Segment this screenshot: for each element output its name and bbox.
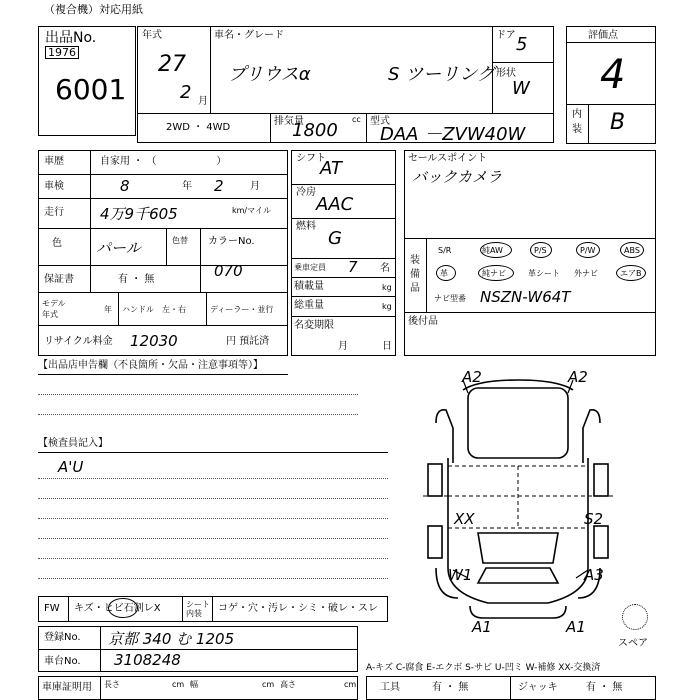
interior-label-1: 内	[572, 109, 582, 120]
reg-change-day: 日	[382, 341, 392, 352]
car-name: プリウスα	[228, 64, 311, 85]
year-value: 27	[158, 52, 186, 77]
capacity-unit: 名	[380, 263, 390, 274]
recycle-label: リサイクル料金	[44, 336, 113, 347]
model-year-unit: 年	[104, 305, 112, 314]
circle-leather	[436, 265, 456, 281]
chassis-label: 車台No.	[44, 656, 81, 667]
inspection-label: 車検	[44, 181, 64, 192]
inspection-year-unit: 年	[182, 181, 192, 192]
score-value: 4	[600, 52, 626, 98]
mileage-label: 走行	[44, 207, 64, 218]
circle-genuine-navi	[478, 265, 514, 281]
circle-airbag	[616, 265, 646, 281]
equipment-airbag: エアB	[620, 269, 642, 278]
fw-value: キズ・ヒビ石割レX	[74, 603, 161, 614]
reg-change-month: 月	[338, 341, 348, 352]
interior-label-2: 装	[572, 124, 582, 135]
doors-label: ドア	[496, 30, 516, 41]
doors-value: 5	[516, 34, 528, 55]
year-month-value: 2	[180, 82, 192, 103]
car-body-diagram	[408, 368, 658, 630]
capacity-label: 乗車定員	[294, 263, 326, 272]
car-name-label: 車名・グレード	[214, 30, 284, 41]
jack-value: 有 ・ 無	[586, 682, 623, 693]
lot-label: 出品No.	[45, 30, 97, 46]
cert-height-unit: cm	[344, 680, 357, 689]
fuel-value: G	[328, 228, 342, 249]
inspector-note: A'U	[58, 458, 84, 476]
load-label: 積載量	[294, 281, 324, 292]
score-label: 評価点	[588, 30, 618, 41]
circle-genuine-aw	[480, 242, 512, 258]
cert-width-unit: cm	[262, 680, 275, 689]
color-code-label: カラーNo.	[208, 236, 255, 247]
registration-value: 京都 340 む 1205	[108, 630, 235, 648]
damage-mark-rear-bumper-right: A1	[566, 618, 586, 636]
displacement-unit: cc	[352, 115, 361, 124]
damage-mark-right-door: S2	[584, 510, 604, 528]
dealer-label: ディーラー・並行	[210, 305, 274, 314]
fw-circle	[108, 598, 138, 618]
lot-number: 6001	[55, 73, 127, 106]
model-year-label-2: 年式	[42, 310, 58, 319]
equipment-pw: P/W	[580, 246, 596, 255]
equipment-ps: P/S	[534, 246, 547, 255]
cert-length: 長さ	[104, 680, 120, 689]
declaration-label: 【出品店申告欄（不良箇所・欠品・注意事項等）】	[38, 360, 263, 371]
car-grade: S ツーリング	[388, 64, 495, 85]
navi-model-label: ナビ型番	[434, 294, 466, 303]
lot-box	[38, 26, 136, 136]
color-change-label: 色替	[172, 236, 188, 245]
damage-mark-front-left: A2	[462, 368, 482, 386]
tools-label: 工具	[380, 682, 400, 693]
damage-mark-rear-left: W1	[448, 566, 473, 584]
history-label: 車歴	[44, 156, 64, 167]
color-value: パール	[96, 239, 141, 257]
damage-mark-front-right: A2	[568, 368, 588, 386]
equipment-abs: ABS	[624, 246, 640, 255]
recycle-value: 12030	[130, 332, 178, 350]
cert-height: 高さ	[280, 680, 296, 689]
navi-model-value: NSZN-W64T	[480, 288, 571, 306]
lot-sub: 1976	[45, 46, 79, 59]
model-value: DAA －ZVW40W	[380, 124, 526, 145]
form-header: （複合機）対応用紙	[44, 3, 143, 16]
load-unit: kg	[382, 283, 392, 292]
warranty-label: 保証書	[44, 274, 74, 285]
drive-label: 2WD ・ 4WD	[166, 122, 231, 133]
shift-value: AT	[320, 158, 342, 179]
spare-label: スペア	[618, 638, 648, 649]
damage-legend: A-キズ C-腐食 E-エクボ S-サビ U-凹ミ W-補修 XX-交換済	[366, 663, 601, 673]
seat-value: コゲ・穴・汚レ・シミ・破レ・スレ	[218, 603, 378, 614]
year-label: 年式	[142, 30, 162, 41]
registration-label: 登録No.	[44, 632, 81, 643]
aftermarket-label: 後付品	[408, 316, 438, 327]
color-code: 070	[214, 262, 243, 280]
spare-tire-icon	[622, 604, 648, 630]
ac-value: AAC	[316, 194, 354, 215]
inspection-year: 8	[120, 177, 130, 195]
model-label: 型式	[370, 116, 390, 127]
damage-mark-rear-right: A3	[584, 566, 604, 584]
history-value: 自家用 ・ （ ）	[100, 156, 227, 167]
reg-change-label: 名変期限	[294, 320, 334, 331]
fuel-label: 燃料	[296, 221, 316, 232]
sales-value: バックカメラ	[412, 168, 503, 186]
sales-label: セールスポイント	[408, 153, 488, 164]
damage-mark-roof: XX	[454, 510, 475, 528]
warranty-value: 有 ・ 無	[118, 274, 155, 285]
equipment-leather-seat: 革シート	[528, 269, 560, 278]
total-weight-unit: kg	[382, 302, 392, 311]
inspection-month-unit: 月	[250, 181, 260, 192]
interior-value: B	[610, 110, 626, 135]
mileage-unit: km/マイル	[232, 206, 271, 215]
tools-value: 有 ・ 無	[432, 682, 469, 693]
cert-length-unit: cm	[172, 680, 185, 689]
shift-label: シフト	[296, 153, 326, 164]
model-year-label-1: モデル	[42, 299, 66, 308]
handle-label: ハンドル 左・右	[122, 305, 186, 314]
shape-value: W	[512, 78, 530, 99]
equipment-leather: 革	[440, 269, 448, 278]
displacement-label: 排気量	[274, 116, 304, 127]
cert-width: 幅	[190, 680, 198, 689]
equipment-genuine-aw: 純AW	[482, 246, 503, 255]
jack-label: ジャッキ	[518, 682, 558, 693]
equipment-sr: S/R	[438, 246, 452, 255]
cert-label: 車庫証明用	[42, 682, 92, 693]
circle-pw	[576, 242, 600, 258]
color-label: 色	[52, 238, 62, 249]
year-month-unit: 月	[198, 96, 208, 107]
fw-label: FW	[44, 603, 60, 614]
circle-abs	[620, 242, 644, 258]
shape-label: 形状	[496, 68, 516, 79]
total-weight-label: 総重量	[294, 300, 324, 311]
equipment-genuine-navi: 純ナビ	[482, 269, 506, 278]
recycle-unit: 円 預託済	[226, 336, 270, 347]
displacement-value: 1800	[292, 120, 338, 141]
inspection-month: 2	[214, 177, 224, 195]
inspector-label: 【検査員記入】	[38, 438, 108, 449]
ac-label: 冷房	[296, 187, 316, 198]
seat-label: シート内装	[186, 600, 210, 618]
damage-mark-rear-bumper-left: A1	[472, 618, 492, 636]
circle-ps	[530, 242, 552, 258]
equipment-external-navi: 外ナビ	[574, 269, 598, 278]
mileage-value: 4万9千605	[100, 205, 178, 223]
capacity-value: 7	[348, 258, 358, 276]
chassis-value: 3108248	[114, 651, 181, 669]
equipment-label: 装備品	[410, 255, 420, 294]
